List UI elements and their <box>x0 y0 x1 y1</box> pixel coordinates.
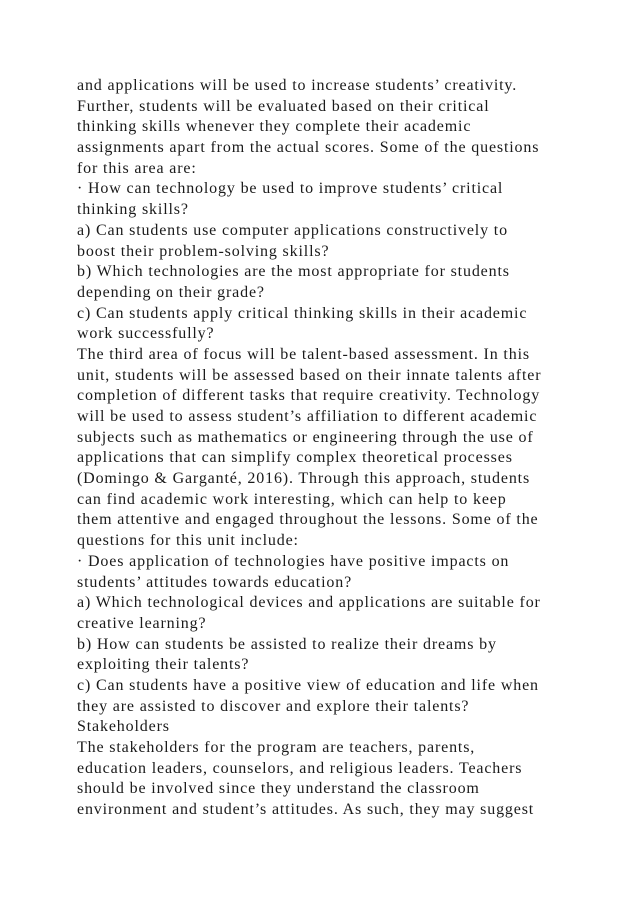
bullet-question-line: · Does application of technologies have positive impacts on <box>77 552 510 570</box>
section-heading: Stakeholders <box>77 718 170 736</box>
text-line: thinking skills whenever they complete their academic <box>77 118 472 136</box>
text-line: education leaders, counselors, and religious leaders. Teachers <box>77 759 523 777</box>
text-line: subjects such as mathematics or engineering through the use of <box>77 428 534 446</box>
sub-question-line: a) Which technological devices and applications are suitable for <box>77 594 541 612</box>
text-line: work successfully? <box>77 325 215 343</box>
text-line: completion of different tasks that require creativity. Technology <box>77 387 541 405</box>
text-line: will be used to assess student’s affiliation to different academic <box>77 408 538 425</box>
document-body <box>77 76 577 821</box>
sub-question-line: c) Can students apply critical thinking skills in their academic <box>77 304 528 322</box>
text-line: creative learning? <box>77 614 207 632</box>
sub-question-line: c) Can students have a positive view of education and life when <box>77 676 539 694</box>
text-line: assignments apart from the actual scores. Some of the questions <box>77 139 540 157</box>
text-line: The third area of focus will be talent-based assessment. In this <box>77 345 530 363</box>
text-line: they are assisted to discover and explore their talents? <box>77 697 470 715</box>
text-line: environment and student’s attitudes. As such, they may suggest <box>77 801 535 819</box>
sub-question-line: b) How can students be assisted to realize their dreams by <box>77 635 497 653</box>
text-line: and applications will be used to increase students’ creativity. <box>77 77 518 94</box>
text-line: for this area are: <box>77 159 197 177</box>
text-line: can find academic work interesting, which can help to keep <box>77 490 507 508</box>
text-line: boost their problem-solving skills? <box>77 242 330 260</box>
text-line: should be involved since they understand the classroom <box>77 780 480 798</box>
text-line: them attentive and engaged throughout the lessons. Some of the <box>77 511 539 529</box>
text-line: applications that can simplify complex theoretical processes <box>77 449 513 467</box>
text-line: students’ attitudes towards education? <box>77 573 353 591</box>
text-line: Further, students will be evaluated based on their critical <box>77 97 490 115</box>
text-line: depending on their grade? <box>77 283 265 301</box>
sub-question-line: a) Can students use computer applications constructively to <box>77 221 508 239</box>
bullet-question-line: · How can technology be used to improve students’ critical <box>77 180 504 198</box>
text-line: exploiting their talents? <box>77 656 250 674</box>
text-line: unit, students will be assessed based on their innate talents after <box>77 366 542 384</box>
text-line: questions for this unit include: <box>77 532 299 550</box>
text-line: The stakeholders for the program are teachers, parents, <box>77 739 476 756</box>
citation-line: (Domingo & Garganté, 2016). Through this approach, students <box>77 470 531 488</box>
text-line: thinking skills? <box>77 201 189 219</box>
sub-question-line: b) Which technologies are the most appropriate for students <box>77 263 510 281</box>
